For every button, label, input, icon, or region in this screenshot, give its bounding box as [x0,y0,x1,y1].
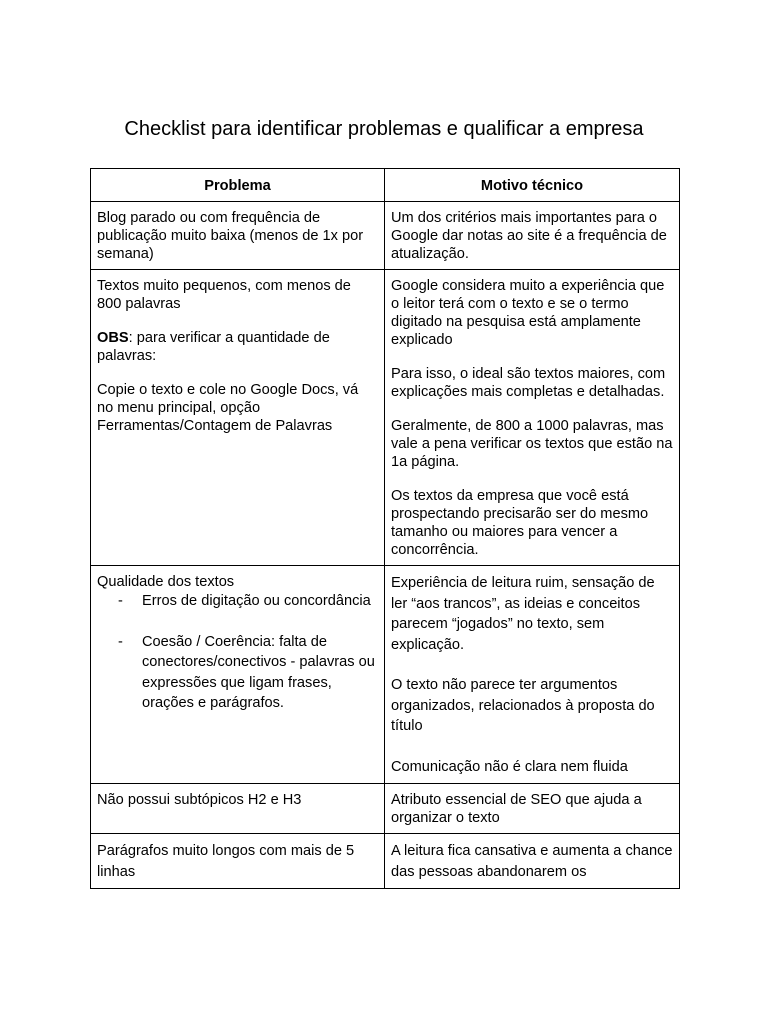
dash-bullet: - [118,593,123,609]
problem-text: Parágrafos muito longos com mais de 5 linhas [97,843,355,880]
problem-text: Não possui subtópicos H2 e H3 [97,792,302,808]
column-header-problema: Problema [91,169,385,202]
reason-cell [385,202,680,270]
reason-text: O texto não parece ter argumentos organizados, relacionados à proposta do título [391,677,655,734]
dash-bullet: - [118,633,123,650]
reason-cell [385,270,680,566]
table-row [91,566,680,784]
reason-text: Comunicação não é clara nem fluida [391,758,628,775]
reason-text: A leitura fica cansativa e aumenta a chance das pessoas abandonarem os [391,843,673,880]
reason-cell [385,566,680,784]
reason-text: Os textos da empresa que você está prospectando precisarão ser do mesmo tamanho ou maiores para vencer a concorrência. [391,488,649,558]
reason-cell [385,784,680,834]
table-row [91,784,680,834]
reason-text: Experiência de leitura ruim, sensação de ler “aos trancos”, as ideias e conceitos parecem “jogados” no texto, sem explicação. [391,575,655,653]
table-header-row [91,169,680,202]
list-item [118,591,378,612]
problem-cell [91,784,385,834]
list-item-text: Coesão / Coerência: falta de conectores/conectivos - palavras ou expressões que ligam frases, orações e parágrafos. [142,633,375,711]
reason-cell [385,834,680,889]
table-row [91,202,680,270]
reason-text: Geralmente, de 800 a 1000 palavras, mas vale a pena verificar os textos que estão na 1a página. [391,418,673,470]
problem-bullet-list [97,591,378,714]
list-item [118,632,378,714]
reason-text: Para isso, o ideal são textos maiores, com explicações mais completas e detalhadas. [391,366,666,400]
table-row [91,834,680,889]
problem-cell [91,834,385,889]
table-row [91,270,680,566]
problem-instructions: Copie o texto e cole no Google Docs, vá no menu principal, opção Ferramentas/Contagem de Palavras [97,382,359,434]
checklist-table [90,168,680,889]
list-item-text: Erros de digitação ou concordância [142,593,371,609]
problem-text: Textos muito pequenos, com menos de 800 palavras [97,278,351,312]
reason-text: Google considera muito a experiência que o leitor terá com o texto e se o termo digitado na pesquisa está amplamente explicado [391,278,665,348]
reason-text: Um dos critérios mais importantes para o Google dar notas ao site é a frequência de atualização. [391,210,667,262]
reason-text: Atributo essencial de SEO que ajuda a organizar o texto [391,792,642,826]
obs-text: : para verificar a quantidade de palavras: [97,330,330,364]
page-title: Checklist para identificar problemas e qualificar a empresa [124,118,644,140]
problem-cell [91,270,385,566]
problem-cell [91,202,385,270]
problem-text: Qualidade dos textos [97,574,235,590]
obs-label: OBS [97,330,129,346]
obs-note [97,329,378,365]
column-header-motivo-tecnico: Motivo técnico [385,169,680,202]
problem-text: Blog parado ou com frequência de publicação muito baixa (menos de 1x por semana) [97,210,364,262]
problem-cell [91,566,385,784]
